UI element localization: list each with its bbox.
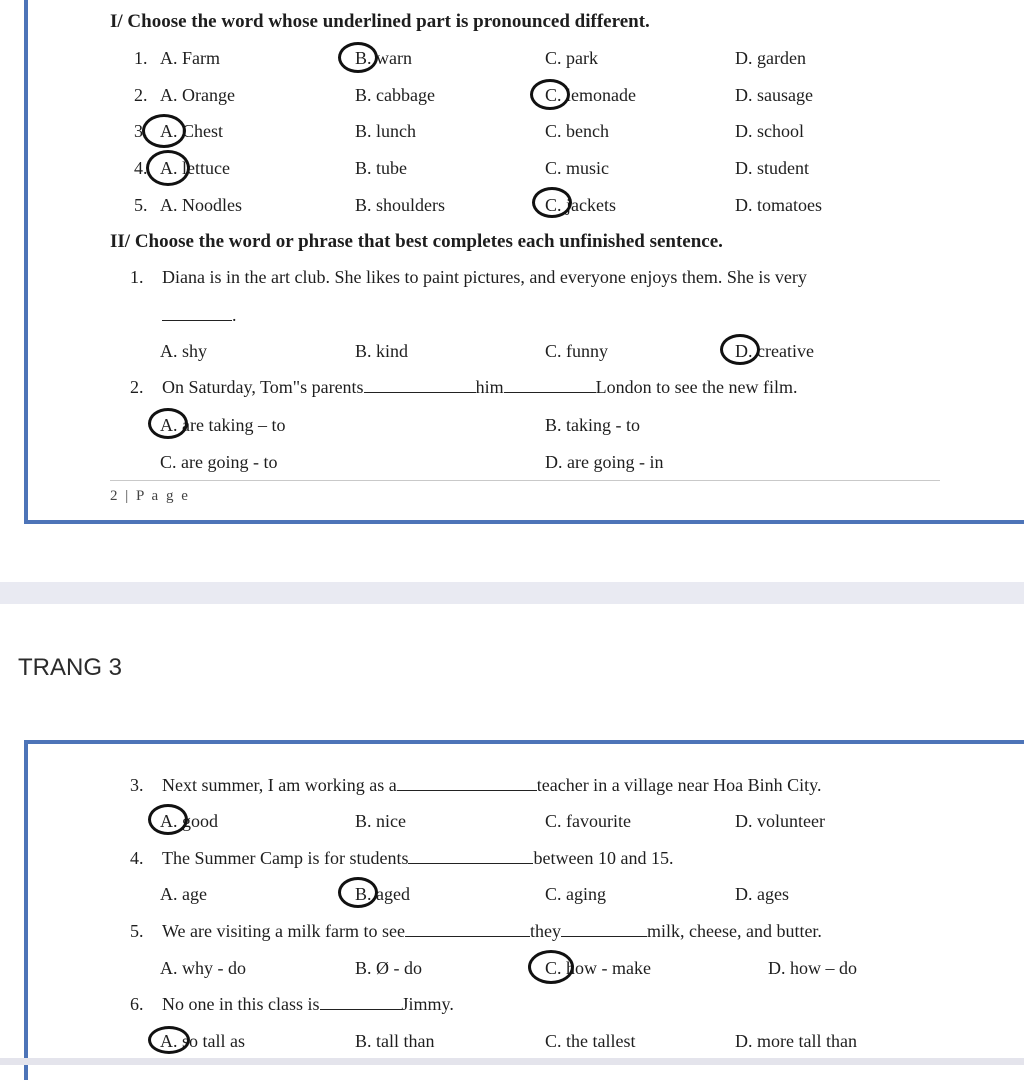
row3-d[interactable]: D. school: [735, 121, 804, 141]
row5-num: 5.: [134, 195, 148, 215]
section1-title: I/ Choose the word whose underlined part is pronounced different.: [110, 11, 650, 32]
q5-option-c[interactable]: C. how - make: [545, 958, 651, 978]
q5-num: 5.: [130, 921, 144, 941]
q1-text: Diana is in the art club. She likes to paint pictures, and everyone enjoys them. She is very: [162, 267, 807, 287]
q1-blank[interactable]: [162, 306, 237, 324]
q4-sentence: The Summer Camp is for students between 10 and 15.: [162, 848, 674, 868]
q1-option-a[interactable]: A. shy: [160, 341, 208, 361]
answer-circle: [720, 334, 760, 365]
q6-option-b[interactable]: B. tall than: [355, 1031, 435, 1051]
answer-circle: [338, 42, 378, 73]
answer-circle: [142, 114, 186, 148]
footer-divider: [110, 480, 940, 481]
q5-option-d[interactable]: D. how – do: [768, 958, 857, 978]
row2-a[interactable]: A. Orange: [160, 85, 235, 105]
page-footer: 2 | P a g e: [110, 488, 190, 504]
row1-d[interactable]: D. garden: [735, 48, 806, 68]
q2-option-b[interactable]: B. taking - to: [545, 415, 640, 435]
row4-d[interactable]: D. student: [735, 158, 809, 178]
q3-num: 3.: [130, 775, 144, 795]
q4-option-d[interactable]: D. ages: [735, 884, 789, 904]
bottom-bar: [0, 1058, 1024, 1065]
q2-num: 2.: [130, 377, 144, 397]
row4-a[interactable]: A. lettuce: [160, 158, 230, 178]
row5-b[interactable]: B. shoulders: [355, 195, 445, 215]
q6-option-c[interactable]: C. the tallest: [545, 1031, 636, 1051]
row1-a[interactable]: A. Farm: [160, 48, 220, 68]
row3-b[interactable]: B. lunch: [355, 121, 416, 141]
q6-sentence: No one in this class is Jimmy.: [162, 994, 454, 1014]
row5-d[interactable]: D. tomatoes: [735, 195, 822, 215]
row1-c[interactable]: C. park: [545, 48, 598, 68]
q2-option-d[interactable]: D. are going - in: [545, 452, 664, 472]
q4-option-a[interactable]: A. age: [160, 884, 207, 904]
row2-b[interactable]: B. cabbage: [355, 85, 435, 105]
row2-num: 2.: [134, 85, 148, 105]
worksheet-page-2: [24, 0, 1024, 524]
q6-num: 6.: [130, 994, 144, 1014]
row4-b[interactable]: B. tube: [355, 158, 407, 178]
answer-circle: [146, 150, 190, 186]
section2-title: II/ Choose the word or phrase that best completes each unfinished sentence.: [110, 231, 723, 252]
row3-num: 3.: [134, 121, 148, 141]
row3-c[interactable]: C. bench: [545, 121, 609, 141]
q2-option-c[interactable]: C. are going - to: [160, 452, 278, 472]
answer-circle: [148, 1026, 190, 1054]
answer-circle: [532, 187, 572, 218]
row5-c[interactable]: C. jackets: [545, 195, 616, 215]
q3-option-d[interactable]: D. volunteer: [735, 811, 825, 831]
q3-option-b[interactable]: B. nice: [355, 811, 406, 831]
answer-circle: [338, 877, 378, 908]
answer-circle: [528, 950, 574, 984]
q3-option-a[interactable]: A. good: [160, 811, 218, 831]
q2-option-a[interactable]: A. are taking – to: [160, 415, 286, 435]
q1-option-c[interactable]: C. funny: [545, 341, 608, 361]
q1-option-d[interactable]: D. creative: [735, 341, 814, 361]
q6-option-a[interactable]: A. so tall as: [160, 1031, 245, 1051]
q4-option-b[interactable]: B. aged: [355, 884, 410, 904]
row5-a[interactable]: A. Noodles: [160, 195, 242, 215]
q1-num: 1.: [130, 267, 144, 287]
row1-num: 1.: [134, 48, 148, 68]
q3-sentence: Next summer, I am working as a teacher in a village near Hoa Binh City.: [162, 775, 822, 795]
answer-circle: [148, 804, 188, 835]
row1-b[interactable]: B. warn: [355, 48, 412, 68]
q4-option-c[interactable]: C. aging: [545, 884, 606, 904]
row3-a[interactable]: A. Chest: [160, 121, 223, 141]
row4-c[interactable]: C. music: [545, 158, 610, 178]
row2-c[interactable]: C. lemonade: [545, 85, 636, 105]
q1-option-b[interactable]: B. kind: [355, 341, 409, 361]
row2-d[interactable]: D. sausage: [735, 85, 813, 105]
q6-option-d[interactable]: D. more tall than: [735, 1031, 857, 1051]
q5-option-a[interactable]: A. why - do: [160, 958, 246, 978]
answer-circle: [148, 408, 188, 439]
page-label: TRANG 3: [18, 654, 123, 681]
page-gap: [0, 582, 1024, 604]
q5-sentence: We are visiting a milk farm to see they milk, cheese, and butter.: [162, 921, 822, 941]
q4-num: 4.: [130, 848, 144, 868]
answer-circle: [530, 79, 570, 110]
q1-end: .: [232, 305, 237, 325]
q5-option-b[interactable]: B. Ø - do: [355, 958, 422, 978]
q2-sentence: On Saturday, Tom"s parents him London to see the new film.: [162, 377, 798, 397]
row4-num: 4.: [134, 158, 148, 178]
q3-option-c[interactable]: C. favourite: [545, 811, 631, 831]
